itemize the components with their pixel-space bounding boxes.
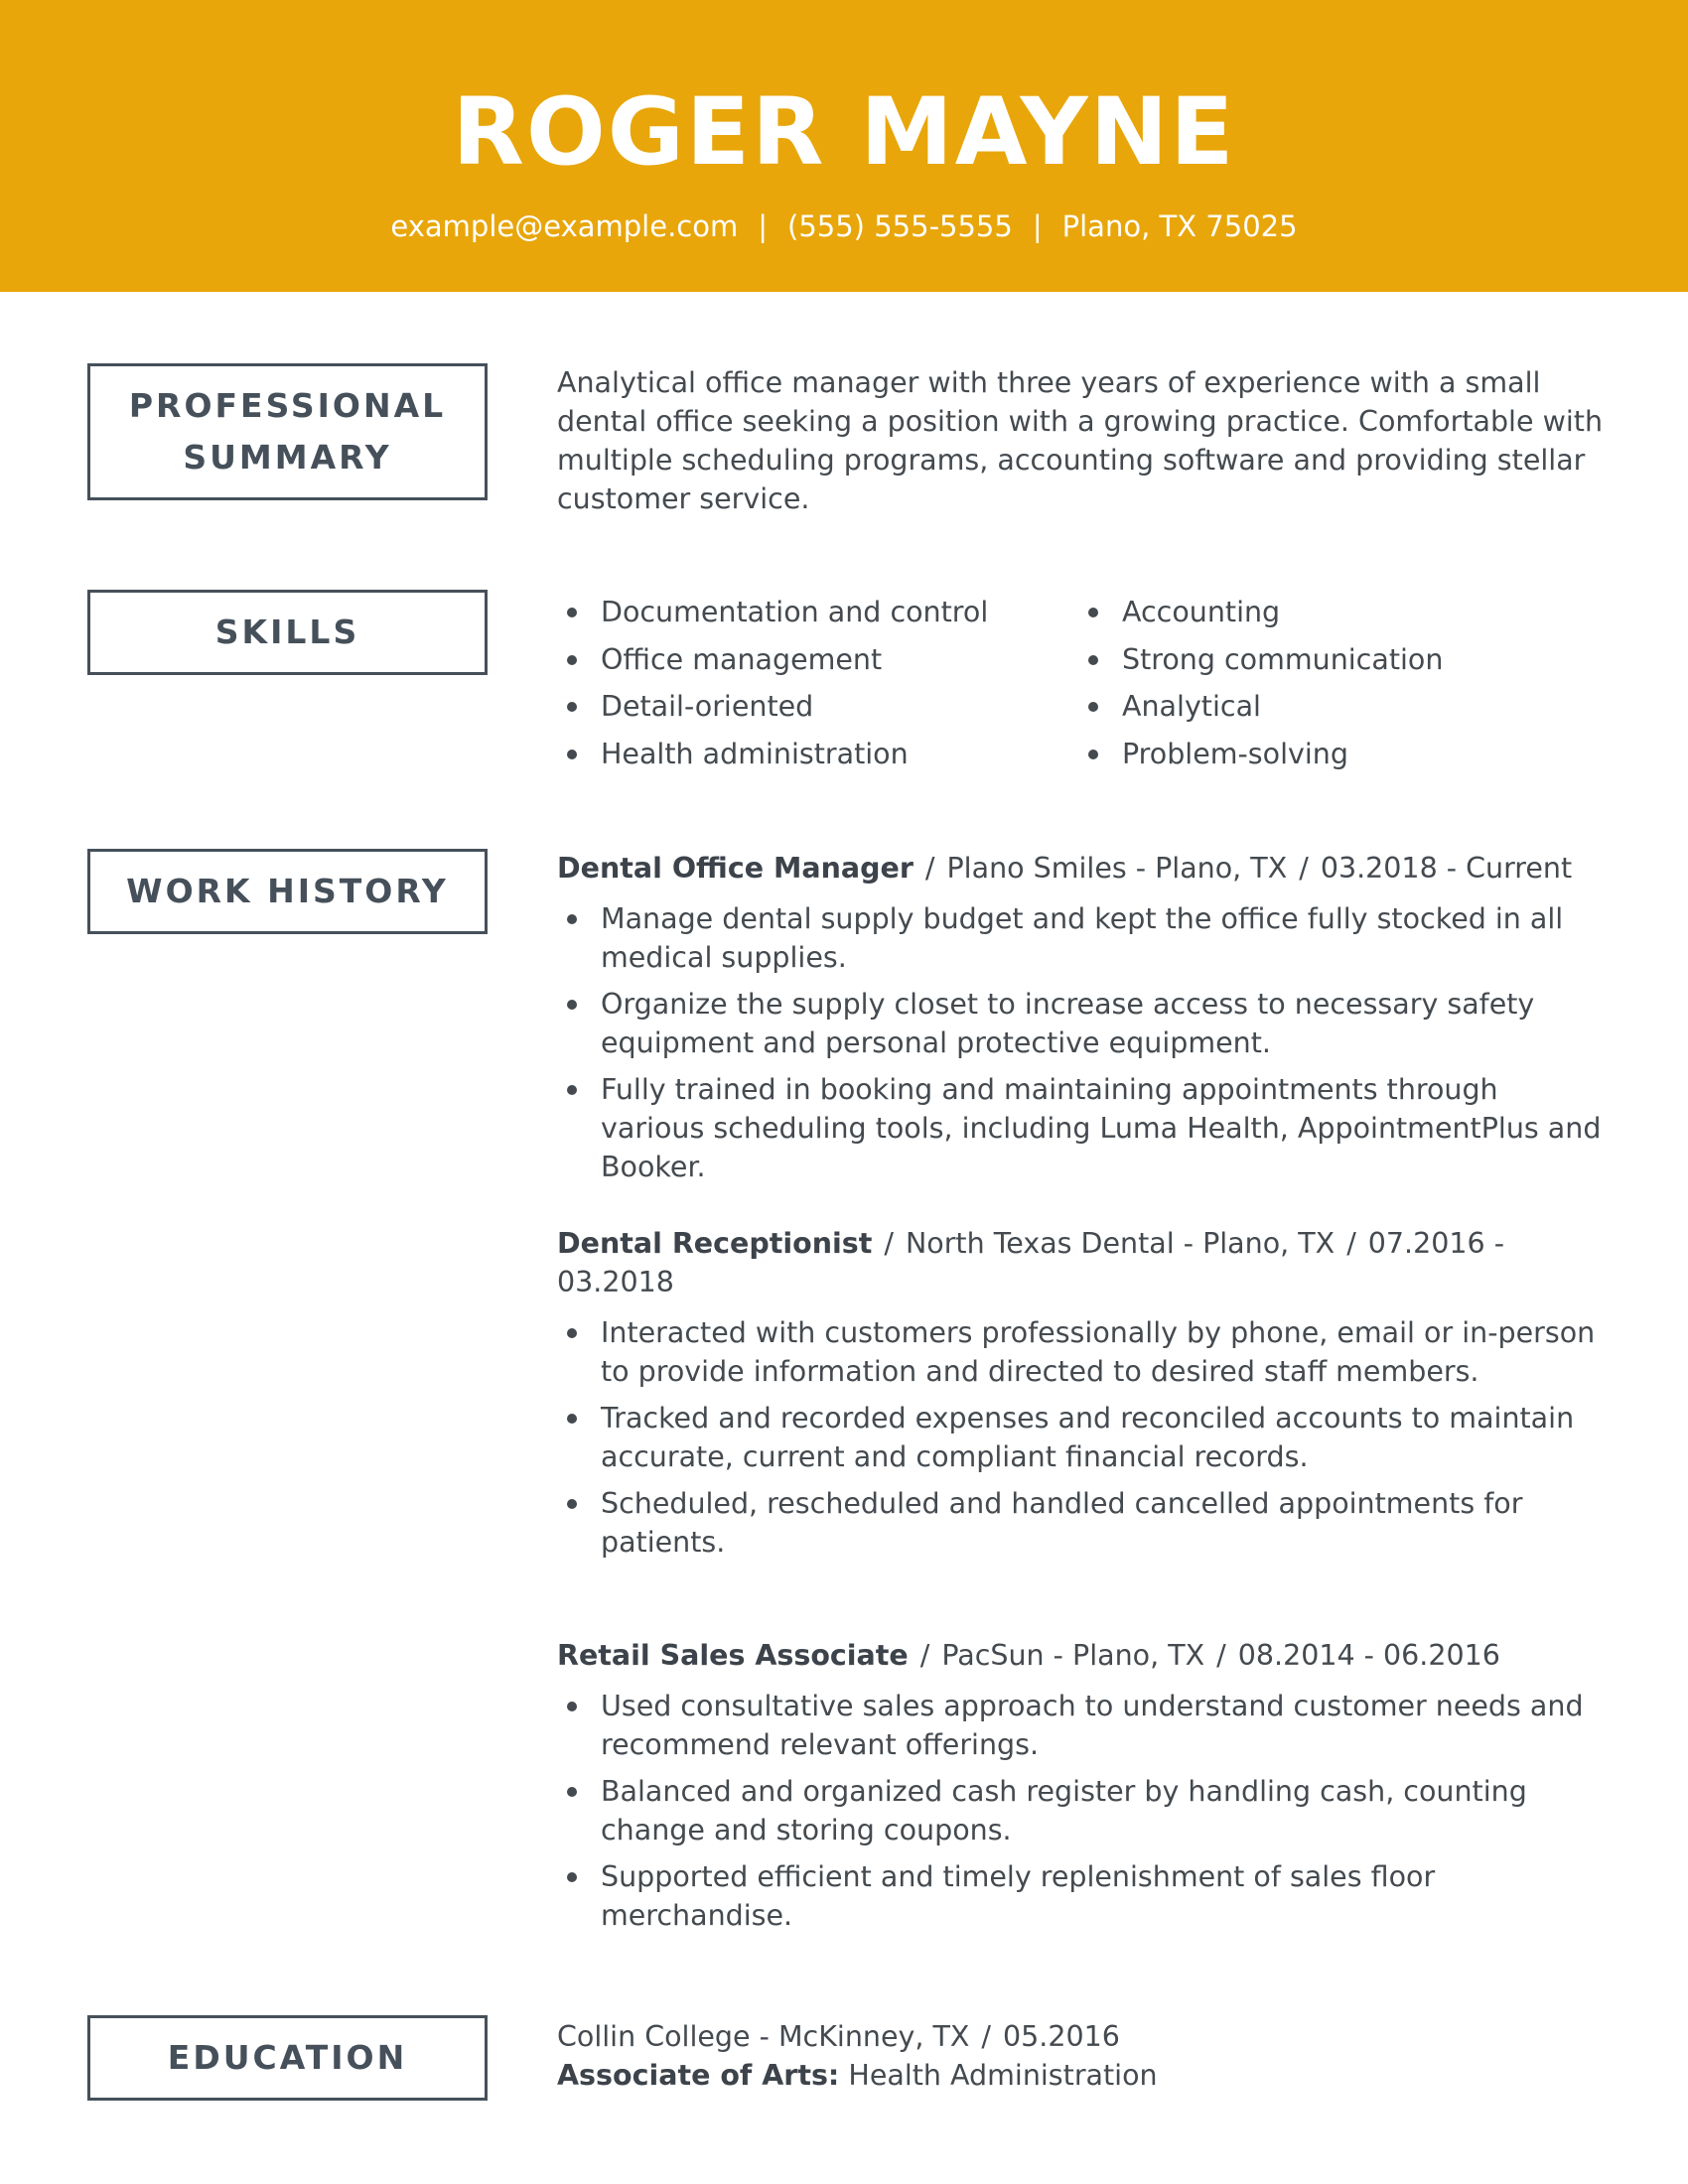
section-heading-education: EDUCATION: [87, 2015, 488, 2101]
job-header: [557, 1636, 1610, 1675]
header-banner: [0, 0, 1688, 292]
summary-heading-line2: SUMMARY: [183, 438, 392, 477]
skill-item: Analytical: [1078, 683, 1443, 731]
slash-separator: /: [1346, 1227, 1356, 1260]
education-school: Collin College - McKinney, TX: [557, 2020, 970, 2053]
job-title: Dental Receptionist: [557, 1227, 873, 1260]
job-title: Retail Sales Associate: [557, 1639, 909, 1672]
job-company: PacSun - Plano, TX: [941, 1639, 1205, 1672]
job-header: [557, 849, 1610, 887]
candidate-name: ROGER MAYNE: [452, 78, 1236, 187]
education-date: 05.2016: [1003, 2020, 1120, 2053]
skill-item: Problem-solving: [1078, 731, 1443, 778]
job-duty-item: Manage dental supply budget and kept the office fully stocked in all medical supplies.: [557, 899, 1610, 977]
slash-separator: /: [884, 1227, 894, 1260]
job-duty-item: Fully trained in booking and maintaining appointments through various scheduling tools, including Luma Health, AppointmentPlus and Booker.: [557, 1070, 1610, 1186]
job-company: Plano Smiles - Plano, TX: [946, 852, 1288, 885]
section-heading-skills: SKILLS: [87, 590, 488, 675]
slash-separator: /: [1216, 1639, 1226, 1672]
job-duties: [557, 1313, 1610, 1562]
education-degree: Associate of Arts:: [557, 2059, 840, 2092]
job-duty-item: Interacted with customers professionally by phone, email or in-person to provide information and directed to desired staff members.: [557, 1313, 1610, 1391]
section-heading-work-history: WORK HISTORY: [87, 849, 488, 934]
slash-separator: /: [981, 2020, 992, 2053]
job-entry-3: [557, 1636, 1610, 1943]
job-dates: 08.2014 - 06.2016: [1237, 1639, 1500, 1672]
contact-separator: |: [758, 209, 769, 243]
skills-column-1: [557, 589, 1078, 777]
contact-location: Plano, TX 75025: [1061, 209, 1298, 243]
job-duties: [557, 1687, 1610, 1935]
job-duty-item: Scheduled, rescheduled and handled cancelled appointments for patients.: [557, 1484, 1610, 1562]
education-entry: [557, 2017, 1610, 2095]
skill-item: Detail-oriented: [557, 683, 1078, 731]
job-title: Dental Office Manager: [557, 852, 914, 885]
section-heading-summary: [87, 363, 488, 500]
slash-separator: /: [1299, 852, 1309, 885]
contact-separator: |: [1032, 209, 1043, 243]
education-field: Health Administration: [848, 2059, 1158, 2092]
education-school-line: [557, 2017, 1610, 2056]
contact-line: [0, 206, 1688, 246]
job-header: [557, 1224, 1610, 1301]
job-entry-2: [557, 1224, 1610, 1570]
job-company: North Texas Dental - Plano, TX: [905, 1227, 1336, 1260]
skill-item: Health administration: [557, 731, 1078, 778]
skill-item: Documentation and control: [557, 589, 1078, 636]
skills-list: [557, 589, 1610, 777]
summary-heading-line1: PROFESSIONAL: [128, 386, 447, 425]
job-duty-item: Balanced and organized cash register by handling cash, counting change and storing coupons.: [557, 1772, 1610, 1849]
job-duty-item: Organize the supply closet to increase access to necessary safety equipment and personal protective equipment.: [557, 985, 1610, 1062]
education-degree-line: [557, 2056, 1610, 2095]
job-duty-item: Used consultative sales approach to understand customer needs and recommend relevant offerings.: [557, 1687, 1610, 1764]
slash-separator: /: [924, 852, 935, 885]
skill-item: Office management: [557, 636, 1078, 684]
skill-item: Accounting: [1078, 589, 1443, 636]
job-entry-1: [557, 849, 1610, 1194]
contact-phone: (555) 555-5555: [787, 209, 1013, 243]
skill-item: Strong communication: [1078, 636, 1443, 684]
job-duty-item: Tracked and recorded expenses and reconciled accounts to maintain accurate, current and compliant financial records.: [557, 1399, 1610, 1476]
summary-text: Analytical office manager with three years of experience with a small dental office seeking a position with a growing practice. Comfortable with multiple scheduling programs, accounting software and providing stellar customer service.: [557, 366, 1604, 515]
job-dates: 03.2018 - Current: [1320, 852, 1573, 885]
skills-column-2: [1078, 589, 1443, 777]
job-dates: 07.2016 - 03.2018: [557, 1227, 1504, 1298]
job-duty-item: Supported efficient and timely replenishment of sales floor merchandise.: [557, 1857, 1610, 1935]
contact-email: example@example.com: [390, 209, 739, 243]
job-duties: [557, 899, 1610, 1186]
slash-separator: /: [919, 1639, 930, 1672]
